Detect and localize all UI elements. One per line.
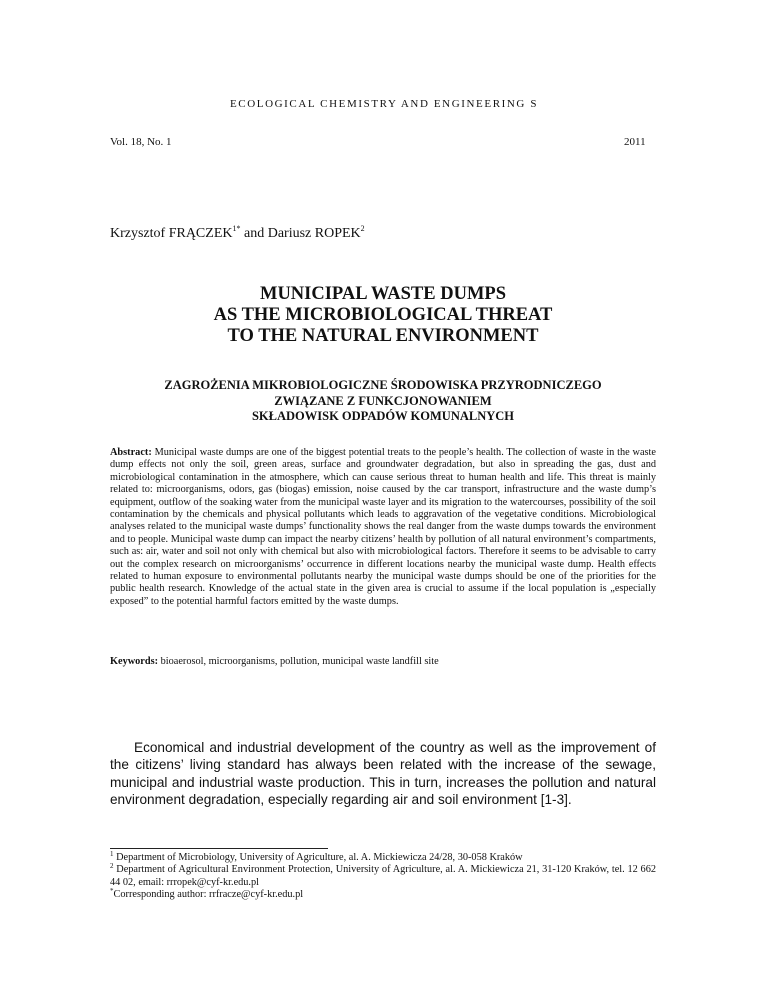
author-line [110,226,365,242]
author-connector: and [240,226,268,241]
footnote-1 [110,852,656,864]
title-line-3: TO THE NATURAL ENVIRONMENT [227,326,539,346]
intro-paragraph: Economical and industrial development of the country as well as the improvement of the citizens’ living standard has always been related with the increase of the sewage, municipal and industrial waste production. This in turn, increases the pollution and natural environment degradation, especially regarding air and soil environment [1-3]. [110,740,656,807]
polish-title [110,378,656,425]
polish-title-line-3: SKŁADOWISK ODPADÓW KOMUNALNYCH [251,409,515,423]
publication-year: 2011 [624,136,646,148]
keywords-text: bioaerosol, microorganisms, pollution, municipal waste landfill site [158,656,439,667]
volume-info: Vol. 18, No. 1 [110,136,172,148]
footnote-2 [110,864,656,889]
footnote-3-text: Corresponding author: rrfracze@cyf-kr.edu.pl [113,888,304,900]
footnote-1-text: Department of Microbiology, University of Agriculture, al. A. Mickiewicza 24/28, 30-058 Kraków [113,852,523,863]
keywords-label: Keywords: [110,656,159,667]
polish-title-line-2: ZWIĄZANE Z FUNKCJONOWANIEM [274,393,492,408]
footnote-3-mark: * [110,886,114,895]
title-line-1: MUNICIPAL WASTE DUMPS [259,284,506,304]
polish-title-line-1: ZAGROŻENIA MIKROBIOLOGICZNE ŚRODOWISKA PRZYRODNICZEGO [164,378,602,392]
footnotes [110,852,656,901]
footnote-2-mark: 2 [110,862,114,871]
footnote-1-mark: 1 [110,850,114,858]
paper-title [110,284,656,347]
author-2: Dariusz ROPEK [267,226,361,241]
abstract-label: Abstract: [110,447,152,458]
abstract [110,447,656,608]
keywords [110,656,656,668]
author-1: Krzysztof FRĄCZEK [110,226,233,241]
footnote-2-text: Department of Agricultural Environment Protection, University of Agriculture, al. A. Mickiewicza 21, 31-120 Kraków, tel. 12 662 44 02, email: rrropek@cyf-kr.edu.pl [110,864,656,888]
author-1-affiliation-mark: 1* [232,224,241,233]
footnote-divider [110,848,328,849]
footnote-corresponding [110,886,656,901]
author-2-affiliation-mark: 2 [360,224,365,233]
journal-name: ECOLOGICAL CHEMISTRY AND ENGINEERING S [229,98,539,110]
abstract-text: Municipal waste dumps are one of the biggest potential treats to the people’s health. The collection of waste in the waste dump effects not only the soil, green areas, surface and groundwater degradation, but also in spreading the gas, dust and microbiological contamination in the atmosphere, which can cause serious threat to human health and life. This threat is mainly related to: microorganisms, odors, gas (biogas) emission, noise caused by the car transport, infrastructure and the waste dump’s equipment, outflow of the soaking water from the municipal waste layer and its migration to the watercourses, possibility of the soil contamination by the chemicals and physical pollutants which leads to aggravation of the vegetative conditions. Microbiological analyses related to the municipal waste dumps’ functionality shows the real danger from the waste dumps towards the environment and to people. Municipal waste dump can impact the nearby citizens’ health by pollution of all natural environment’s compartments, such as: air, water and soil not only with chemical but also with microbiological factors. Therefore it seems to be advisable to carry out the complex research on microorganisms’ occurrence in different locations nearby the municipal waste dump. Health effects related to human exposure to environmental pollutants nearby the municipal waste dumps should be one of the priorities for the public health research. Knowledge of the actual state in the given area is crucial to assume if the local population is „especially exposed” to the potential harmful factors emitted by the waste dumps. [110,447,656,607]
title-line-2: AS THE MICROBIOLOGICAL THREAT [213,305,553,325]
